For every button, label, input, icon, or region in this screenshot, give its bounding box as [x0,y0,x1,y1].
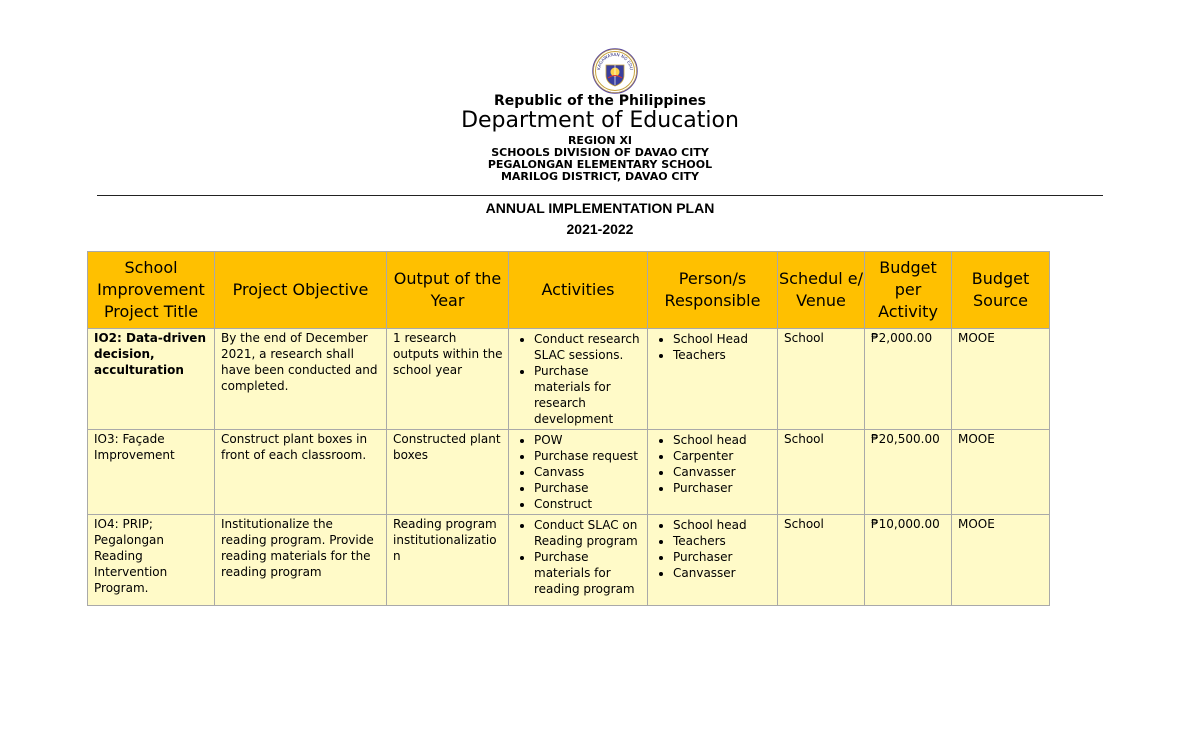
source-cell: MOOE [952,515,1050,606]
activities-cell [509,430,648,515]
column-header: Person/s Responsible [648,252,778,329]
list-item: • Purchase request [534,448,643,464]
list-item: • Purchase materials for reading program [534,549,643,597]
column-header: Budget per Activity [865,252,952,329]
persons-cell [648,430,778,515]
project-title-cell: IO2: Data-driven decision, acculturation [88,329,215,430]
table-row [88,430,1050,515]
column-header: Output of the Year [387,252,509,329]
output-cell: Reading program institutionalizatio n [387,515,509,606]
list-item: • Carpenter [673,448,773,464]
list-item: • Conduct research SLAC sessions. [534,331,643,363]
column-header: Activities [509,252,648,329]
persons-cell [648,515,778,606]
list-item: • Canvass [534,464,643,480]
table-header-row [88,252,1050,329]
activities-cell [509,329,648,430]
persons-cell [648,329,778,430]
division-label: SCHOOLS DIVISION OF DAVAO CITY [491,146,709,159]
list-item: • Canvasser [673,464,773,480]
table-row [88,329,1050,430]
budget-cell: ₱20,500.00 [865,430,952,515]
column-header: Budget Source [952,252,1050,329]
objective-cell: By the end of December 2021, a research shall have been conducted and completed. [215,329,387,430]
list-item: • School head [673,517,773,533]
list-item: • School Head [673,331,773,347]
table-row [88,515,1050,606]
output-cell: Constructed plant boxes [387,430,509,515]
list-item: • Purchase materials for research development [534,363,643,427]
column-header: Schedul e/ Venue [778,252,865,329]
district-label: MARILOG DISTRICT, DAVAO CITY [500,170,700,183]
activities-cell [509,515,648,606]
list-item: • School head [673,432,773,448]
column-header: Project Objective [215,252,387,329]
list-item: • Canvasser [673,565,773,581]
list-item: • Purchase [534,480,643,496]
output-cell: 1 research outputs within the school year [387,329,509,430]
list-item: • Teachers [673,533,773,549]
seal-text: KAGAWARAN NG EDU [596,51,635,71]
venue-cell: School [778,515,865,606]
implementation-plan-table [87,251,1050,606]
source-cell: MOOE [952,430,1050,515]
deped-seal-icon [592,48,638,94]
source-cell: MOOE [952,329,1050,430]
project-title-cell: IO3: Façade Improvement [88,430,215,515]
plan-title: ANNUAL IMPLEMENTATION PLAN [485,200,715,216]
school-label: PEGALONGAN ELEMENTARY SCHOOL [487,158,713,171]
venue-cell: School [778,329,865,430]
venue-cell: School [778,430,865,515]
budget-cell: ₱10,000.00 [865,515,952,606]
department-heading: Department of Education [461,108,739,133]
project-title-cell: IO4: PRIP; Pegalongan Reading Intervention Program. [88,515,215,606]
republic-heading: Republic of the Philippines [494,93,706,109]
list-item: • Construct [534,496,643,512]
budget-cell: ₱2,000.00 [865,329,952,430]
column-header: School Improvement Project Title [88,252,215,329]
plan-year: 2021-2022 [566,221,634,237]
header-divider [97,195,1103,196]
list-item: • Purchaser [673,549,773,565]
list-item: • POW [534,432,643,448]
list-item: • Purchaser [673,480,773,496]
objective-cell: Institutionalize the reading program. Provide reading materials for the reading program [215,515,387,606]
objective-cell: Construct plant boxes in front of each classroom. [215,430,387,515]
region-label: REGION XI [567,134,633,147]
list-item: • Teachers [673,347,773,363]
list-item: • Conduct SLAC on Reading program [534,517,643,549]
